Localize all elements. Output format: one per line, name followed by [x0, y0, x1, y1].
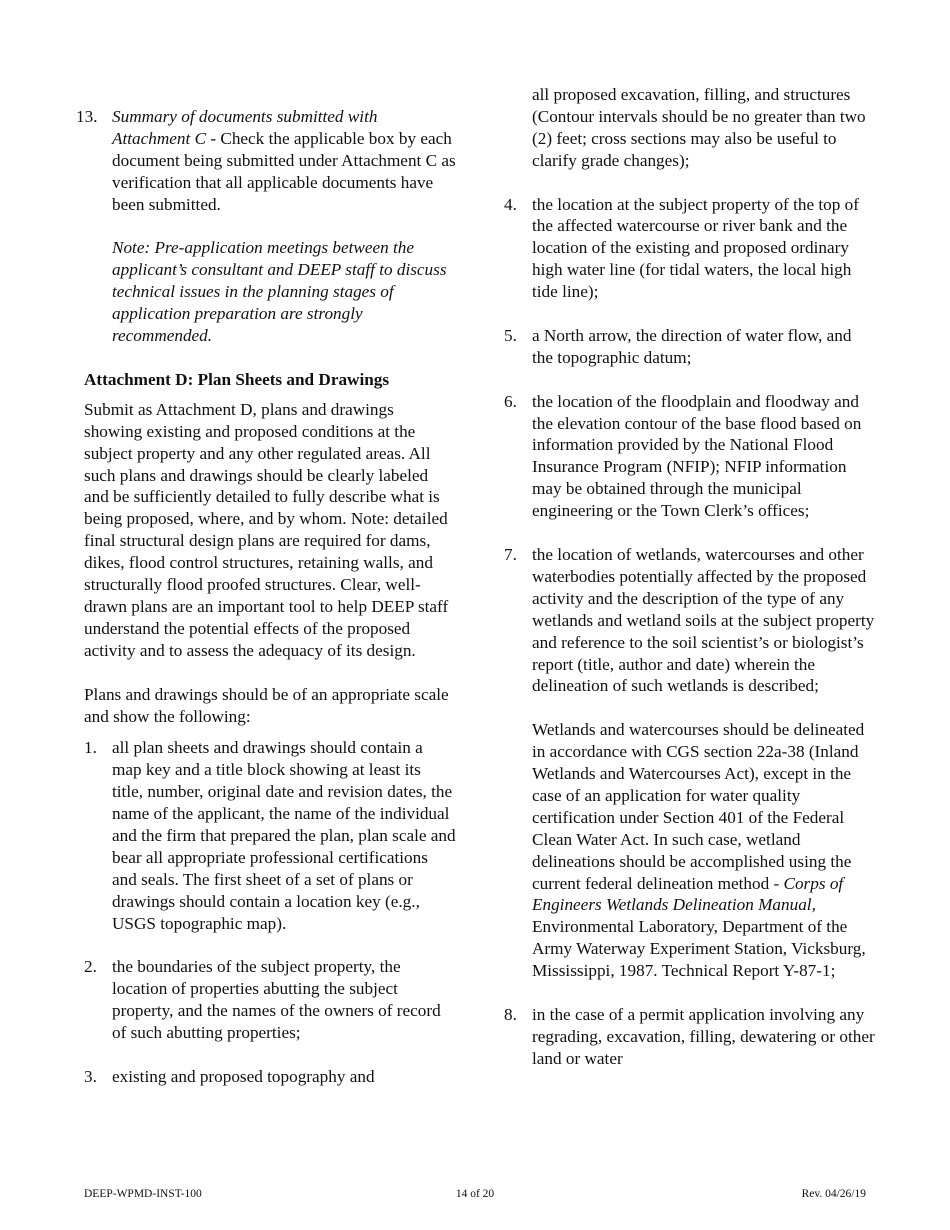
right-column: [504, 84, 876, 1070]
item-3-continuation: all proposed excavation, filling, and structures (Contour intervals should be no greater than two (2) feet; cross sections may also be useful to clarify grade changes);: [532, 85, 866, 170]
item-number: 5.: [504, 325, 517, 345]
item-text: in the case of a permit application involving any regrading, excavation, filling, dewatering or other land or water: [532, 1004, 875, 1068]
item-13-title: Summary of documents submitted with Attachment C: [112, 107, 378, 148]
list-item-7: [504, 544, 876, 697]
item-13-text: - Check the applicable box by each document being submitted under Attachment C as verification that all applicable documents have been submitted.: [112, 128, 456, 214]
item-number: 8.: [504, 1004, 517, 1024]
item-number: 7.: [504, 544, 517, 564]
item-text: the location at the subject property of the top of the affected watercourse or river bank and the location of the existing and proposed ordinary high water line (for tidal waters, the local high tide line);: [532, 194, 859, 302]
item-number: 4.: [504, 194, 517, 214]
footer-form-id: DEEP-WPMD-INST-100: [84, 1188, 202, 1200]
left-column: [76, 84, 456, 1088]
item-13: [76, 106, 456, 216]
wetlands-text: Wetlands and watercourses should be delineated in accordance with CGS section 22a-38 (Inland Wetlands and Watercourses Act), except in the case of an application for water quality certification under Section 401 of the Federal Clean Water Act. In such case, wetland delineations should be accomplished using the current federal delineation method -: [532, 720, 865, 893]
note-text: Note: Pre-application meetings between the applicant’s consultant and DEEP staff to discuss technical issues in the planning stages of application preparation are strongly recommended.: [112, 238, 447, 346]
item-text: all plan sheets and drawings should contain a map key and a title block showing at least its title, number, original date and revision dates, the name of the applicant, the name of the individual and the firm that prepared the plan, plan scale and bear all appropriate professional certifications and seals. The first sheet of a set of plans or drawings should contain a location key (e.g., USGS topographic map).: [112, 738, 456, 933]
list-item-6: [504, 391, 876, 522]
item-number: 6.: [504, 391, 517, 411]
item-text: the location of wetlands, watercourses and other waterbodies potentially affected by the proposed activity and the description of the type of any wetlands and wetland soils at the subject property and reference to the soil scientist’s or biologist’s report (title, author and date) wherein the delineation of such wetlands is described;: [532, 544, 875, 696]
list-item-2: [84, 956, 456, 1044]
list-item-3: [84, 1066, 456, 1088]
footer-page-number: 14 of 20: [455, 1188, 495, 1200]
item-number: 3.: [84, 1067, 97, 1086]
wetlands-text-end: , Environmental Laboratory, Department of the Army Waterway Experiment Station, Vicksburg, Mississippi, 1987. Technical Report Y-87-1;: [532, 895, 866, 981]
paragraph-scale: Plans and drawings should be of an appropriate scale and show the following:: [84, 684, 449, 726]
paragraph-submit: Submit as Attachment D, plans and drawings showing existing and proposed conditions at the subject property and any other regulated areas. All such plans and drawings should be clearly labeled and be sufficiently detailed to fully describe what is being proposed, where, and by whom. Note: detailed final structural design plans are required for dams, dikes, flood control structures, retaining walls, and structurally flood proofed structures. Clear, well-drawn plans are an important tool to help DEEP staff understand the potential effects of the proposed activity and to assess the adequacy of its design.: [84, 399, 449, 660]
list-item-4: [504, 194, 876, 304]
item-text: a North arrow, the direction of water flow, and the topographic datum;: [532, 325, 852, 367]
note-paragraph: [84, 237, 456, 347]
list-item-1: [84, 737, 456, 934]
item-number: 1.: [84, 738, 97, 758]
item-text: existing and proposed topography and: [112, 1067, 375, 1086]
item-text: the boundaries of the subject property, the location of properties abutting the subject property, and the names of the owners of record of such abutting properties;: [112, 957, 441, 1043]
manual-title: Corps of Engineers Wetlands Delineation Manual: [532, 873, 844, 915]
item-number: 2.: [84, 957, 97, 977]
item-text: the location of the floodplain and floodway and the elevation contour of the base flood based on information provided by the National Flood Insurance Program (NFIP); NFIP information may be obtained through the municipal engineering or the Town Clerk’s offices;: [532, 391, 862, 521]
footer-revision: Rev. 04/26/19: [801, 1188, 866, 1200]
list-item-5: [504, 325, 876, 369]
list-item-8: [504, 1004, 876, 1070]
section-heading: Attachment D: Plan Sheets and Drawings: [84, 369, 390, 389]
item-number: 13.: [76, 107, 98, 126]
wetlands-paragraph: [504, 719, 876, 982]
